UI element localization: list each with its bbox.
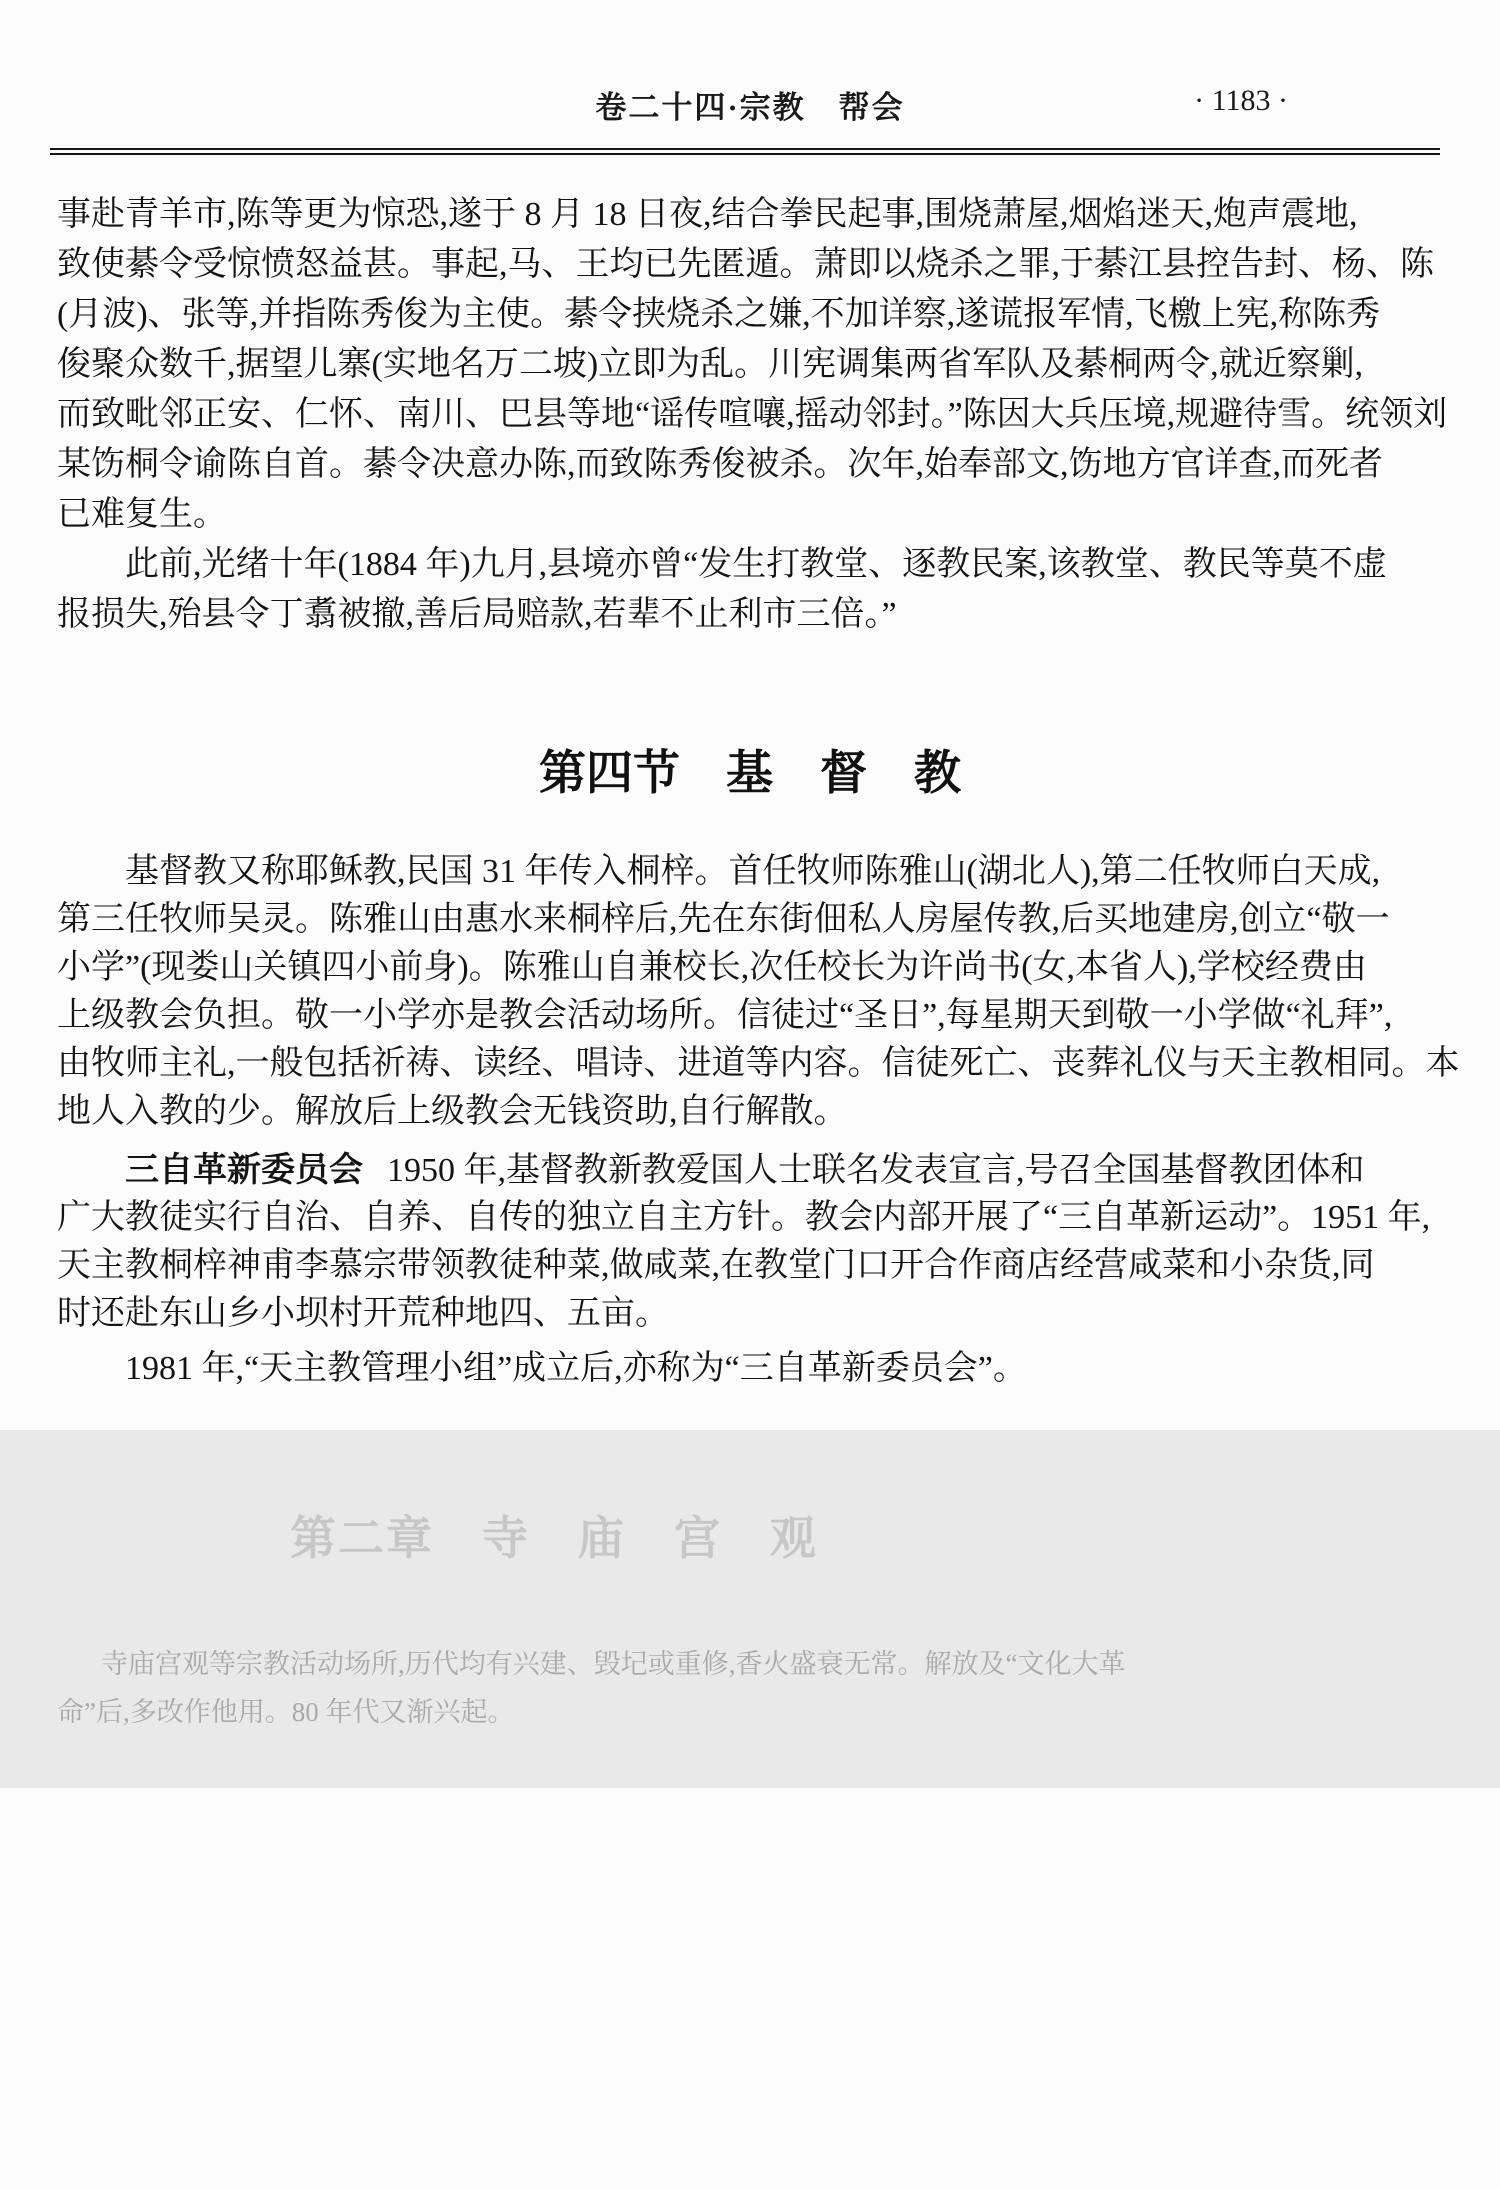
text-line: (月波)、张等,并指陈秀俊为主使。綦令挟烧杀之嫌,不加详察,遂谎报军情,飞檄上宪,称陈秀: [57, 296, 1381, 333]
text-line: 事赴青羊市,陈等更为惊恐,遂于 8 月 18 日夜,结合拳民起事,围烧萧屋,烟焰迷天,炮声震地,: [57, 196, 1358, 233]
header-page-number: · 1183 ·: [1194, 84, 1288, 117]
ghost-chapter-heading: [0, 1502, 1108, 1568]
text-line: 第三任牧师吴灵。陈雅山由惠水来桐梓后,先在东街佃私人房屋传教,后买地建房,创立“敬一: [57, 901, 1390, 938]
ghost-chapter-title-text: 寺 庙 宫 观: [482, 1513, 818, 1564]
run-in-heading: 三自革新委员会: [125, 1151, 363, 1189]
text-line: 小学”(现娄山关镇四小前身)。陈雅山自兼校长,次任校长为许尚书(女,本省人),学校经费由: [57, 949, 1367, 986]
text-line: 天主教桐梓神甫李慕宗带领教徒种菜,做咸菜,在教堂门口开合作商店经营咸菜和小杂货,同: [57, 1247, 1375, 1284]
text-line: 基督教又称耶稣教,民国 31 年传入桐梓。首任牧师陈雅山(湖北人),第二任牧师白天成,: [125, 853, 1381, 890]
section-heading: [0, 736, 1500, 803]
text-line: 广大教徒实行自治、自养、自传的独立自主方针。教会内部开展了“三自革新运动”。1951 年,: [57, 1199, 1431, 1236]
text-line: 而致毗邻正安、仁怀、南川、巴县等地“谣传喧嚷,摇动邻封。”陈因大兵压境,规避待雪。统领刘: [57, 396, 1448, 433]
text-line: 地人入教的少。解放后上级教会无钱资助,自行解散。: [57, 1093, 848, 1130]
text-line: 此前,光绪十年(1884 年)九月,县境亦曾“发生打教堂、逐教民案,该教堂、教民等莫不虚: [125, 546, 1387, 583]
paragraph: [57, 540, 1449, 640]
text-line: 致使綦令受惊愤怒益甚。事起,马、王均已先匿遁。萧即以烧杀之罪,于綦江县控告封、杨、陈: [57, 246, 1434, 283]
text-run: 1950 年,基督教新教爱国人士联名发表宣言,号召全国基督教团体和: [387, 1152, 1365, 1189]
section-title-text: 基 督 教: [726, 748, 961, 800]
text-line: 已难复生。: [57, 496, 227, 533]
text-line: 由牧师主礼,一般包括祈祷、读经、唱诗、进道等内容。信徒死亡、丧葬礼仪与天主教相同。本: [57, 1045, 1460, 1082]
text-line: 时还赴东山乡小坝村开荒种地四、五亩。: [57, 1295, 669, 1332]
text-line: [57, 1146, 1449, 1194]
text-line: 命”后,多改作他用。80 年代又渐兴起。: [57, 1697, 515, 1727]
section-number: 第四节: [539, 748, 680, 800]
text-line: 某饬桐令谕陈自首。綦令决意办陈,而致陈秀俊被杀。次年,始奉部文,饬地方官详查,而死者: [57, 446, 1383, 483]
text-line: 报损失,殆县令丁翥被撤,善后局赔款,若辈不止利市三倍。”: [57, 596, 897, 633]
text-line: 1981 年,“天主教管理小组”成立后,亦称为“三自革新委员会”。: [125, 1350, 1027, 1387]
text-line: 寺庙宫观等宗教活动场所,历代均有兴建、毁圮或重修,香火盛衰无常。解放及“文化大革: [101, 1649, 1126, 1679]
paragraph-continued: [57, 190, 1449, 540]
header-rule: [50, 148, 1440, 155]
text-line: 俊聚众数千,据望儿寨(实地名万二坡)立即为乱。川宪调集两省军队及綦桐两令,就近察剿,: [57, 346, 1364, 383]
paragraph: [57, 1344, 1449, 1394]
ghost-paragraph: [57, 1640, 1449, 1736]
ghost-chapter-number: 第二章: [290, 1513, 434, 1564]
header-chapter-title: 卷二十四·宗教 帮会: [595, 90, 905, 125]
paragraph: [57, 1146, 1449, 1338]
paragraph: [57, 848, 1460, 1136]
text-line: 上级教会负担。敬一小学亦是教会活动场所。信徒过“圣日”,每星期天到敬一小学做“礼拜”,: [57, 997, 1393, 1034]
